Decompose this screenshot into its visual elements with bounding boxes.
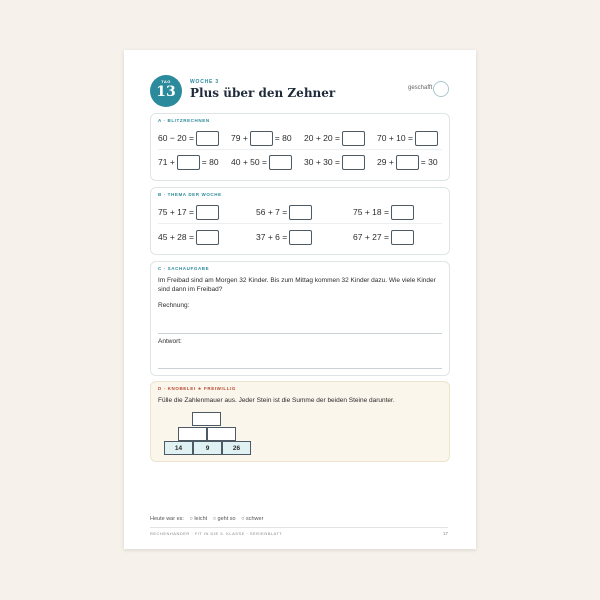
answer-line[interactable] (158, 368, 442, 369)
exercise-row (158, 151, 442, 173)
calculation-line[interactable] (158, 333, 442, 334)
answer-box[interactable] (250, 131, 273, 146)
exercise-row (158, 226, 442, 248)
answer-label: Antwort: (158, 338, 182, 345)
answer-box[interactable] (196, 205, 219, 220)
exercise-text: 37 + 6 = (256, 232, 288, 242)
exercise (353, 230, 416, 244)
word-problem-text: Im Freibad sind am Morgen 32 Kinder. Bis zum Mittag kommen 32 Kinder dazu. Wie viele Kinder sind dann im Freibad? (158, 277, 436, 293)
rating-option-hard[interactable]: ○ schwer (241, 516, 264, 522)
exercise-text: 75 + 18 = (353, 207, 389, 217)
answer-box[interactable] (342, 131, 365, 146)
day-number: 13 (156, 84, 176, 100)
exercise-text: 67 + 27 = (353, 232, 389, 242)
section-label: B · THEMA DER WOCHE (158, 192, 222, 197)
exercise-text: 29 + (377, 157, 394, 167)
exercise-text: 40 + 50 = (231, 157, 267, 167)
page-number: 17 (442, 531, 448, 536)
exercise-text: 56 + 7 = (256, 207, 288, 217)
exercise-text: = 80 (201, 157, 219, 167)
rating-label: Heute war es: (150, 516, 184, 522)
exercise-text: 45 + 28 = (158, 232, 194, 242)
exercise (231, 131, 292, 145)
exercise (158, 205, 221, 219)
exercise-text: = 30 (420, 157, 438, 167)
exercise-row (158, 201, 442, 224)
calculation-label: Rechnung: (158, 302, 190, 309)
exercise (256, 205, 314, 219)
section-knobelei (150, 381, 450, 462)
exercise-text: 30 + 30 = (304, 157, 340, 167)
puzzle-instruction: Fülle die Zahlenmauer aus. Jeder Stein ist die Summe der beiden Steine darunter. (158, 397, 395, 404)
exercise (158, 155, 219, 169)
day-tag: TAG (161, 79, 171, 84)
book-title: RECHENHANDER · FIT IN DIE 3. KLASSE · SERIENBLATT (150, 531, 283, 536)
exercise-text: = 80 (274, 133, 292, 143)
wall-brick-middle[interactable] (207, 427, 236, 441)
answer-box[interactable] (396, 155, 419, 170)
exercise-text: 75 + 17 = (158, 207, 194, 217)
answer-box[interactable] (342, 155, 365, 170)
rating-option-easy[interactable]: ○ leicht (189, 516, 208, 522)
exercise (256, 230, 314, 244)
exercise-text: 70 + 10 = (377, 133, 413, 143)
answer-box[interactable] (391, 205, 414, 220)
section-blitzrechnen (150, 113, 450, 181)
exercise (377, 131, 440, 145)
done-label: geschafft (408, 85, 433, 91)
exercise (158, 131, 221, 145)
answer-box[interactable] (289, 205, 312, 220)
section-thema-der-woche (150, 187, 450, 255)
answer-box[interactable] (415, 131, 438, 146)
section-label: A · BLITZRECHNEN (158, 118, 210, 123)
exercise (231, 155, 294, 169)
wall-brick-base: 26 (222, 441, 251, 455)
answer-box[interactable] (289, 230, 312, 245)
answer-box[interactable] (391, 230, 414, 245)
exercise (353, 205, 416, 219)
section-label: C · SACHAUFGABE (158, 266, 210, 271)
exercise (158, 230, 221, 244)
exercise (304, 131, 367, 145)
exercise-text: 20 + 20 = (304, 133, 340, 143)
wall-brick-base: 9 (193, 441, 222, 455)
difficulty-rating (150, 516, 267, 522)
answer-box[interactable] (196, 230, 219, 245)
exercise-text: 60 − 20 = (158, 133, 194, 143)
day-badge (150, 75, 182, 107)
rating-option-medium[interactable]: ○ geht so (212, 516, 236, 522)
exercise-text: 71 + (158, 157, 175, 167)
wall-brick-top[interactable] (192, 412, 221, 426)
exercise (377, 155, 438, 169)
wall-brick-middle[interactable] (178, 427, 207, 441)
worksheet-page (124, 50, 476, 549)
footer-divider (150, 527, 448, 528)
section-sachaufgabe (150, 261, 450, 376)
exercise-text: 79 + (231, 133, 248, 143)
section-label: D · KNOBELEI ★ FREIWILLIG (158, 386, 237, 391)
week-label: WOCHE 3 (190, 79, 219, 85)
answer-box[interactable] (196, 131, 219, 146)
wall-brick-base: 14 (164, 441, 193, 455)
exercise-row (158, 127, 442, 150)
page-title: Plus über den Zehner (190, 86, 336, 100)
answer-box[interactable] (177, 155, 200, 170)
answer-box[interactable] (269, 155, 292, 170)
done-checkbox[interactable] (433, 81, 449, 97)
exercise (304, 155, 367, 169)
